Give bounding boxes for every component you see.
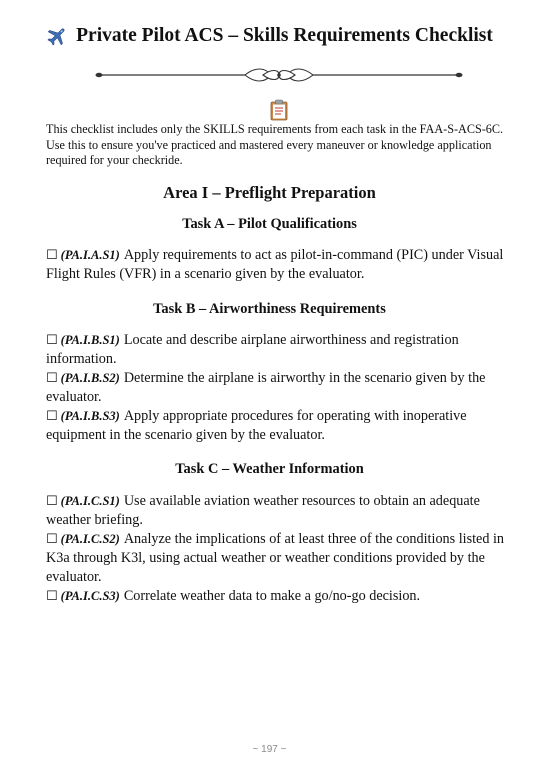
checkbox-icon[interactable]: ☐ <box>46 333 58 348</box>
intro-paragraph: This checklist includes only the SKILLS requirements from each task in the FAA-S-ACS-6C. Use this to ensure you've practiced and mastered every maneuver or knowledge application required for your checkride. <box>46 122 504 167</box>
checklist-item <box>46 331 516 369</box>
checklist-item <box>46 407 516 445</box>
item-text: Locate and describe airplane airworthiness and registration information. <box>46 332 459 367</box>
task-title-a: Task A – Pilot Qualifications <box>182 216 357 232</box>
item-text: Use available aviation weather resources to obtain an adequate weather briefing. <box>46 493 480 528</box>
item-code: (PA.I.B.S2) <box>60 371 120 385</box>
task-title-b: Task B – Airworthiness Requirements <box>153 301 386 317</box>
ornamental-divider <box>95 66 463 84</box>
checkbox-icon[interactable]: ☐ <box>46 589 58 604</box>
item-text: Apply appropriate procedures for operating with inoperative equipment in the scenario given by the evaluator. <box>46 408 467 443</box>
checklist-item <box>46 369 516 407</box>
checkbox-icon[interactable]: ☐ <box>46 532 58 547</box>
checklist-item <box>46 587 516 606</box>
item-code: (PA.I.C.S2) <box>60 532 120 546</box>
checkbox-icon[interactable]: ☐ <box>46 494 58 509</box>
clipboard-icon <box>270 99 288 121</box>
task-title-c: Task C – Weather Information <box>175 461 364 477</box>
item-text: Apply requirements to act as pilot-in-command (PIC) under Visual Flight Rules (VFR) in a scenario given by the evaluator. <box>46 247 504 282</box>
page-title: Private Pilot ACS – Skills Requirements Checklist <box>76 25 493 46</box>
page-number: ~ 197 ~ <box>252 744 287 755</box>
item-code: (PA.I.C.S1) <box>60 494 120 508</box>
area-title: Area I – Preflight Preparation <box>163 183 376 202</box>
checklist-item <box>46 530 516 587</box>
item-text: Analyze the implications of at least three of the conditions listed in K3a through K3l, using actual weather or weather conditions provided by the evaluator. <box>46 531 505 585</box>
item-text: Correlate weather data to make a go/no-go decision. <box>123 588 421 604</box>
item-code: (PA.I.B.S3) <box>60 409 120 423</box>
task-a-items <box>46 246 516 284</box>
checklist-item <box>46 246 516 284</box>
task-b-items <box>46 331 516 445</box>
item-code: (PA.I.A.S1) <box>60 248 120 262</box>
item-code: (PA.I.B.S1) <box>60 333 120 347</box>
task-c-items <box>46 492 516 606</box>
title-row <box>0 22 539 50</box>
item-text: Determine the airplane is airworthy in the scenario given by the evaluator. <box>46 370 486 405</box>
checkbox-icon[interactable]: ☐ <box>46 371 58 386</box>
item-code: (PA.I.C.S3) <box>60 589 120 603</box>
checkbox-icon[interactable]: ☐ <box>46 409 58 424</box>
airplane-icon <box>46 25 68 47</box>
checklist-item <box>46 492 516 530</box>
checkbox-icon[interactable]: ☐ <box>46 248 58 263</box>
